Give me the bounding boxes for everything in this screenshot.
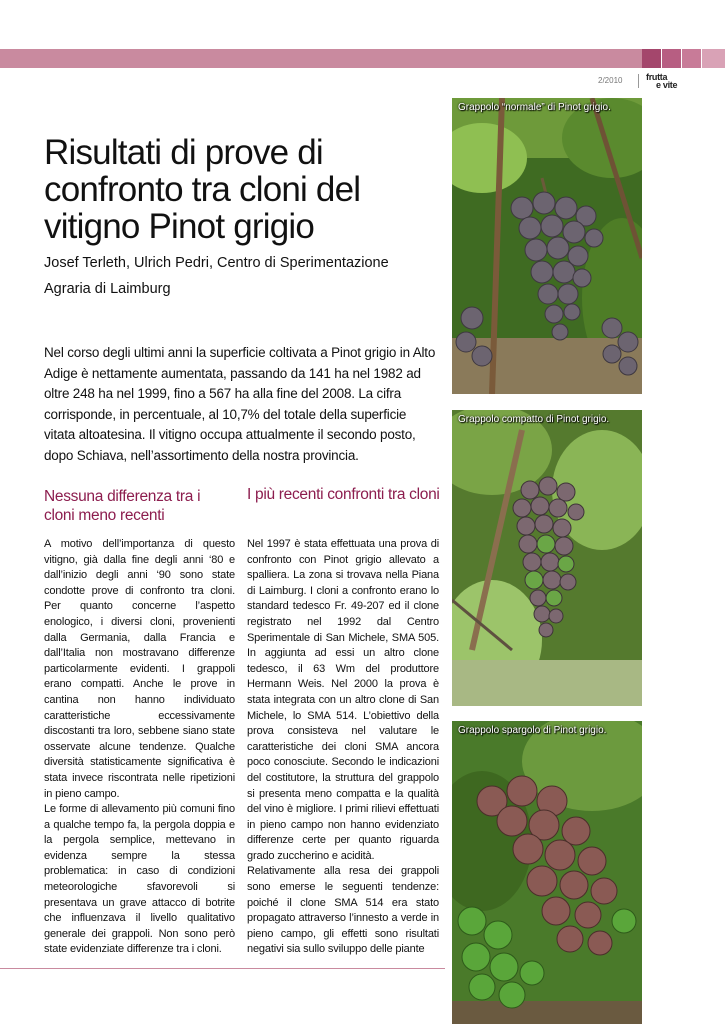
photo-compact-cluster	[452, 410, 642, 706]
column-1	[44, 537, 235, 958]
grape-image	[452, 410, 642, 706]
grape-image	[452, 721, 642, 1024]
logo-line2: e vite	[656, 80, 678, 90]
header-square	[662, 49, 681, 68]
section2-paragraph-2: Relativamente alla resa dei grappoli sono emerse le seguenti tendenze: poiché il clone SMA 514 era stato propagato attraverso l’innesto a verde in pieno campo, gli effetti sono risultati negativi sia sullo sviluppo delle piante	[247, 865, 439, 956]
section2-heading: I più recenti confronti tra cloni	[247, 486, 440, 503]
grape-image	[452, 98, 642, 394]
article-intro: Nel corso degli ultimi anni la superficie coltivata a Pinot grigio in Alto Adige è nettamente aumentata, passando da 141 ha nel 1982 ad oltre 248 ha nel 1999, fino a 567 ha alla fine del 2008. La cifra corrisponde, in percentuale, al 10,7% del totale della superficie vitata altoatesina. Il vitigno occupa attualmente il secondo posto, dopo Schiava, nell’assortimento della nostra provincia.	[44, 345, 436, 463]
column-2	[247, 537, 439, 958]
issue-separator	[638, 74, 639, 88]
section1-heading: Nessuna differenza tra i cloni meno recenti	[44, 488, 201, 524]
issue-number: 2/2010	[598, 76, 623, 85]
photo-caption: Grappolo spargolo di Pinot grigio.	[458, 725, 607, 736]
header-square	[702, 49, 725, 68]
section1-paragraph-2: Le forme di allevamento più comuni fino a qualche tempo fa, la pergola doppia e la pergola semplice, mettevano in evidenza sempre la stessa problematica: in caso di condizioni meteorologiche sfavorevoli si presentava un grave attacco di botrite che influenzava il livello qualitativo generale dei grappoli. Non sono però state evidenziate differenze tra i cloni.	[44, 803, 235, 956]
section1-paragraph-1: A motivo dell’importanza di questo vitigno, già dalla fine degli anni ‘80 e dall’inizio degli anni ‘90 sono state condotte prove di confronto tra cloni. Per quanto concerne l’aspetto enologico, i diversi cloni, provenienti dalla Germania, dalla Francia e dall’Italia non mostravano differenze particolarmente evidenti. I grappoli erano compatti. Anche le prove in cantina non hanno individuato caratteristiche eccessivamente discostanti tra loro, sebbene siano state osservate alcune tendenze. Qualche diversità statisticamente significativa è stata invece riscontrata nelle ripetizioni in pieno campo.	[44, 538, 235, 800]
photo-normal-cluster	[452, 98, 642, 394]
section2-paragraph-1: Nel 1997 è stata effettuata una prova di confronto con Pinot grigio allevato a spalliera. La zona si trovava nella Piana di Laimburg. I cloni a confronto erano lo standard tedesco Fr. 49-207 ed il clone registrato nel 1992 dal Centro Sperimentale di San Michele, SMA 505. In aggiunta ad essi un altro clone tedesco, il 63 Wm del produttore Hermann Weis. Nel 2000 la prova è stata integrata con un altro clone di San Michele, lo SMA 514. L’obiettivo della prova consisteva nel valutare le caratteristiche dei cloni SMA ancora poco conosciute. Secondo le indicazioni del costitutore, la struttura del grappolo si presenta meno compatta e la qualità del vino è migliore. I primi rilievi effettuati in pieno campo non hanno evidenziato differenze certe per quanto riguarda grado zuccherino e acidità.	[247, 538, 439, 862]
article-authors: Josef Terleth, Ulrich Pedri, Centro di Sperimentazione Agraria di Laimburg	[44, 255, 389, 297]
article-title: Risultati di prove di confronto tra cloni del vitigno Pinot grigio	[44, 133, 361, 246]
footer-rule	[0, 968, 445, 969]
photo-caption: Grappolo compatto di Pinot grigio.	[458, 414, 610, 425]
magazine-logo	[646, 73, 677, 89]
logo-line1: frutta	[646, 72, 668, 82]
header-square	[682, 49, 701, 68]
photo-loose-cluster	[452, 721, 642, 1024]
header-bar	[0, 49, 642, 68]
photo-caption: Grappolo “normale” di Pinot grigio.	[458, 102, 611, 113]
header-square	[642, 49, 661, 68]
